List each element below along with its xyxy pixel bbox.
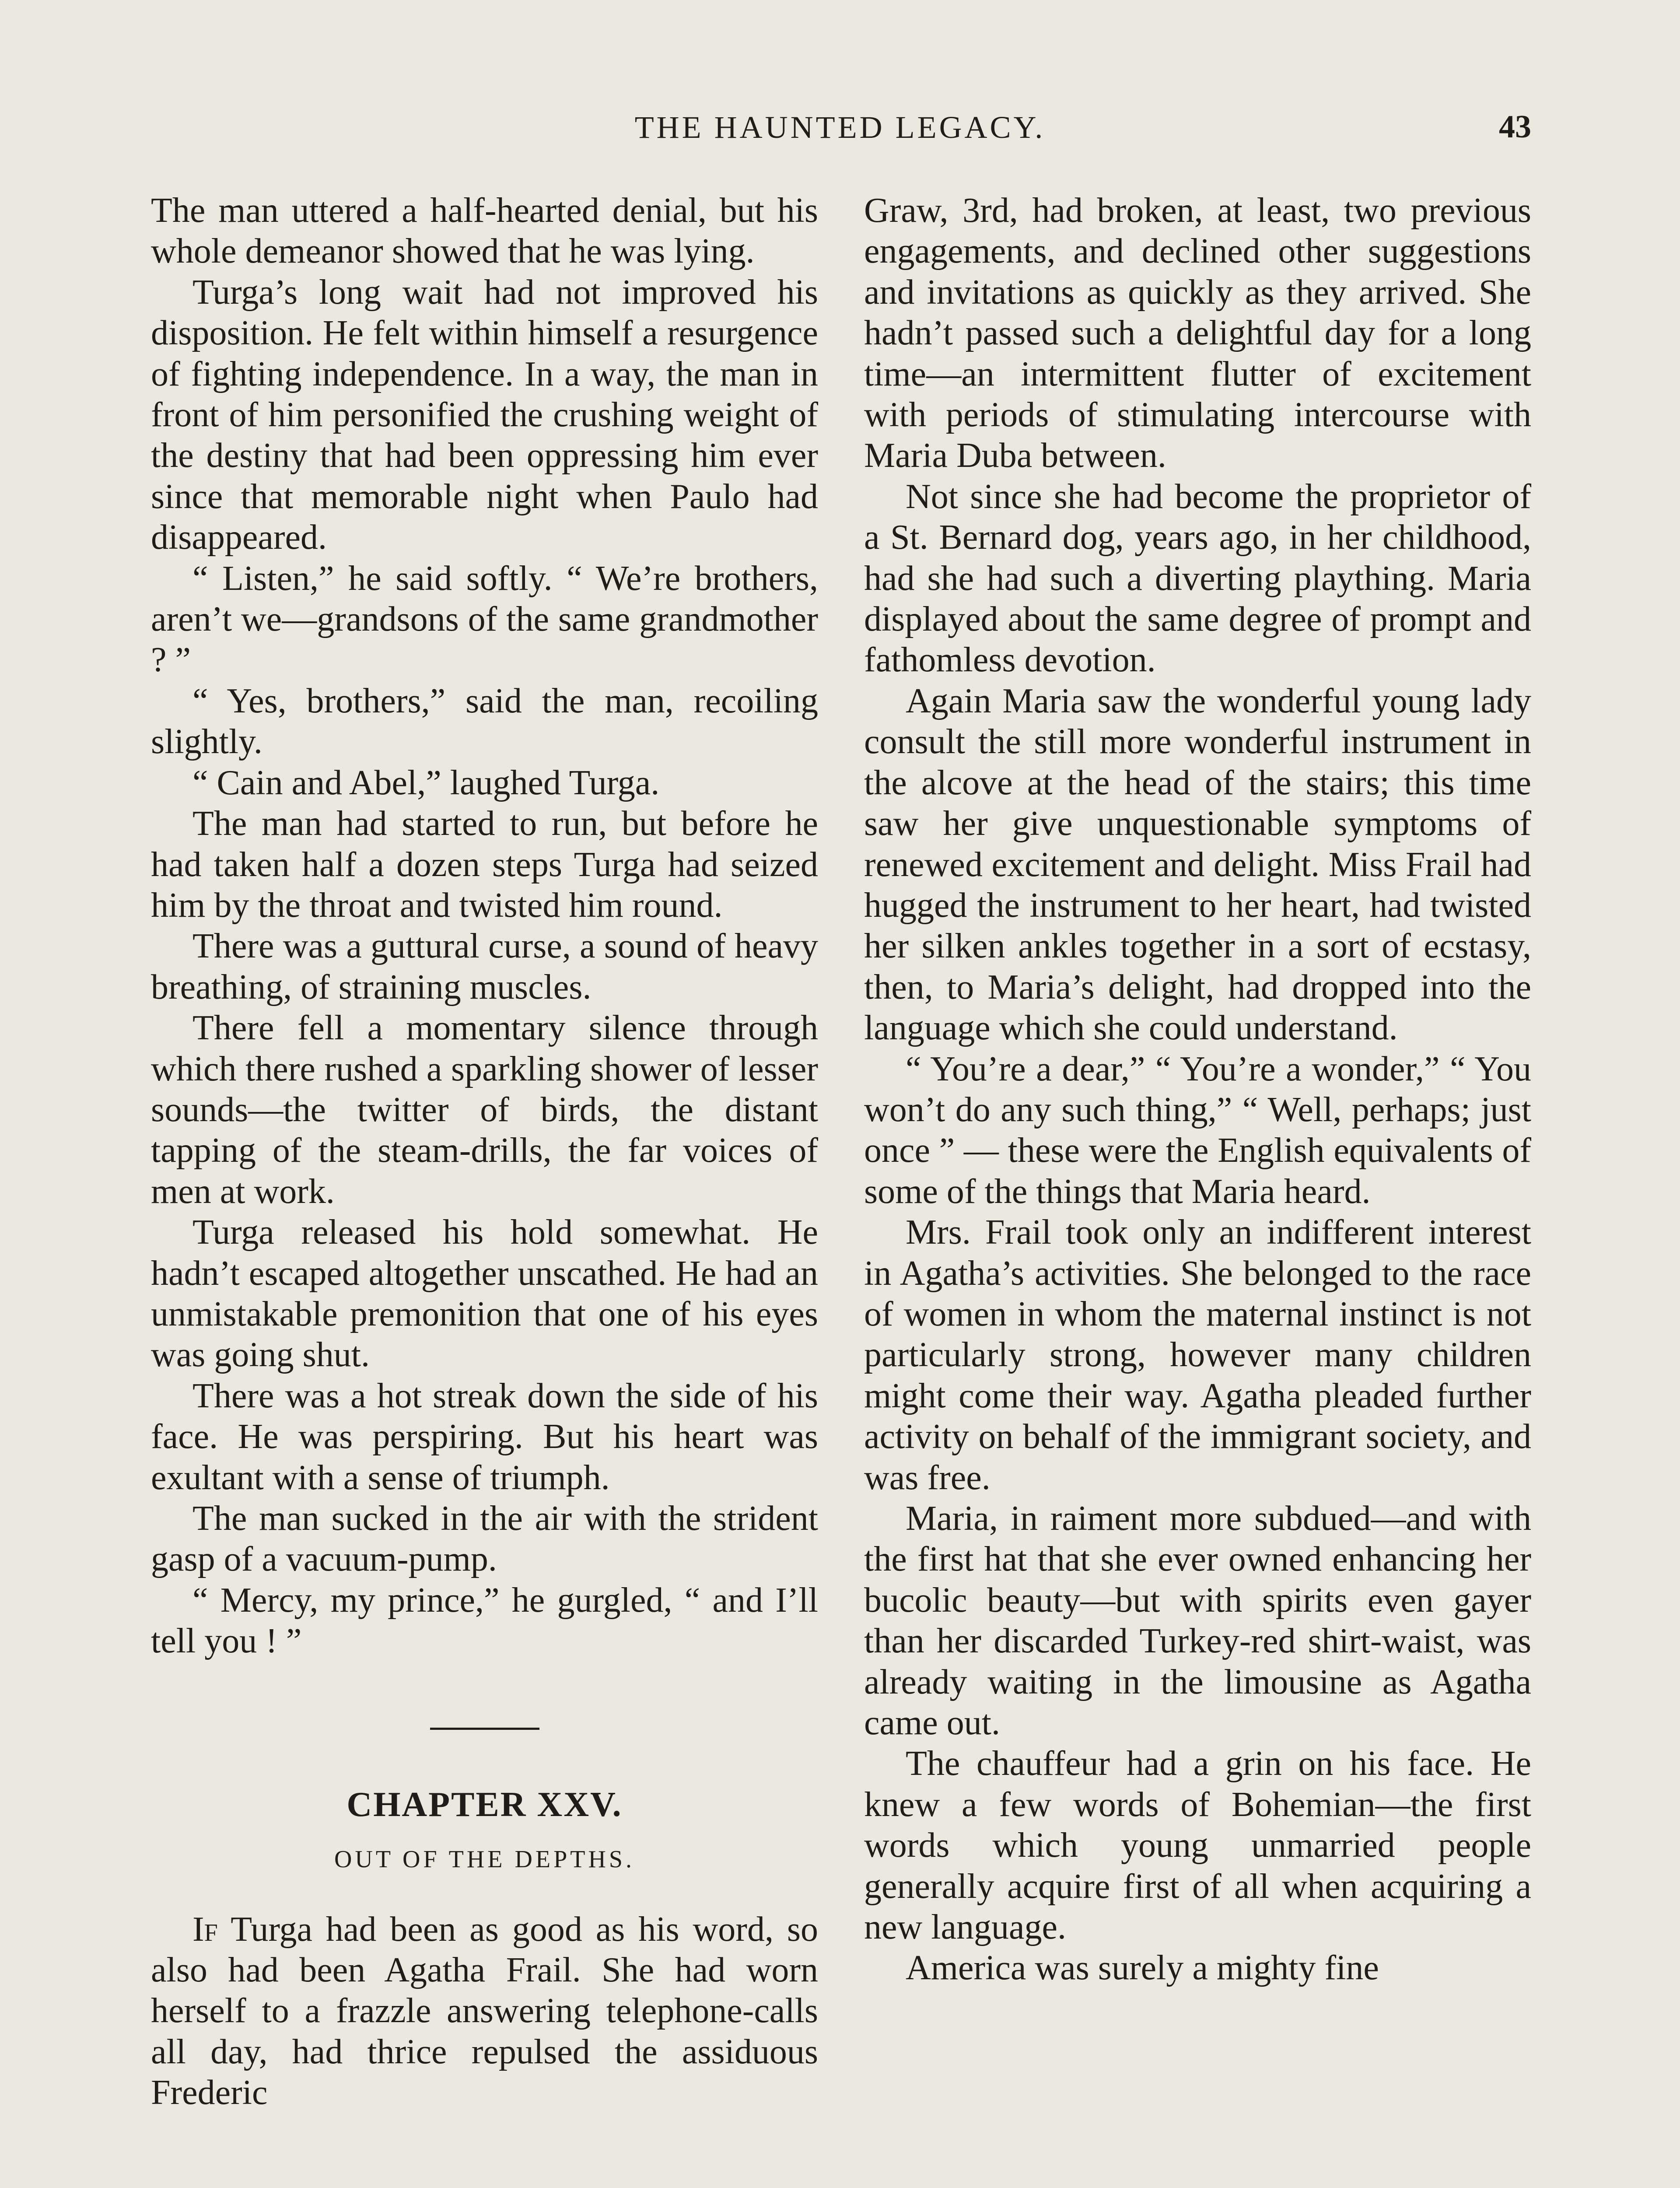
- running-head: [149, 105, 1531, 153]
- chapter-subtitle: OUT OF THE DEPTHS.: [334, 1845, 635, 1873]
- paragraph: The chauffeur had a grin on his face. He knew a few words of Bohemian—the first words which young unmarried people generally acquire first of all when acquiring a new language.: [864, 1744, 1531, 1947]
- chapter-first-text: Turga had been as good as his word, so also had been Agatha Frail. She had worn herself to a frazzle answering telephone-calls all day, had thrice repulsed the assiduous Frederic: [151, 1910, 818, 2112]
- paragraph: Graw, 3rd, had broken, at least, two previous engagements, and declined other suggestions and invitations as quickly as they arrived. She hadn’t passed such a delightful day for a long time—an intermittent flutter of excitement with periods of stimulating intercourse with Maria Duba between.: [864, 191, 1531, 475]
- paragraph: The man uttered a half-hearted denial, but his whole demeanor showed that he was lying.: [151, 191, 818, 271]
- paragraph: “ Mercy, my prince,” he gurgled, “ and I’ll tell you ! ”: [151, 1581, 818, 1661]
- paragraph: There was a guttural curse, a sound of heavy breathing, of straining muscles.: [151, 927, 818, 1006]
- paragraph: Turga’s long wait had not improved his disposition. He felt within himself a resurgence of fighting independence. In a way, the man in front of him personified the crushing weight of the destiny that had been oppressing him ever since that memorable night when Paulo had disappeared.: [151, 273, 818, 557]
- chapter-title: CHAPTER XXV.: [346, 1785, 623, 1824]
- running-title: THE HAUNTED LEGACY.: [634, 110, 1046, 145]
- right-column: [864, 190, 1531, 1989]
- paragraph: “ You’re a dear,” “ You’re a wonder,” “ You won’t do any such thing,” “ Well, perhaps; just once ” — these were the English equivalents of some of the things that Maria heard.: [864, 1049, 1531, 1211]
- left-column: [151, 190, 818, 2114]
- paragraph: America was surely a mighty fine: [906, 1949, 1379, 1988]
- paragraph: There was a hot streak down the side of his face. He was perspiring. But his heart was exultant with a sense of triumph.: [151, 1376, 818, 1497]
- paragraph: The man sucked in the air with the strident gasp of a vacuum-pump.: [151, 1499, 818, 1579]
- paragraph: “ Cain and Abel,” laughed Turga.: [192, 763, 660, 802]
- paragraph: The man had started to run, but before he had taken half a dozen steps Turga had seized him by the throat and twisted him round.: [151, 804, 818, 925]
- chapter-opening-paragraph: [151, 1909, 818, 2114]
- page-number: 43: [1499, 109, 1531, 145]
- section-divider: [430, 1728, 539, 1730]
- paragraph: Turga released his hold somewhat. He hadn’t escaped altogether unscathed. He had an unmistakable premonition that one of his eyes was going shut.: [151, 1213, 818, 1375]
- paragraph: Again Maria saw the wonderful young lady consult the still more wonderful instrument in the alcove at the head of the stairs; this time saw her give unquestionable symptoms of renewed excitement and delight. Miss Frail had hugged the instrument to her heart, had twisted her silken ankles together in a sort of ecstasy, then, to Maria’s delight, had dropped into the language which she could understand.: [864, 681, 1531, 1048]
- paragraph: Mrs. Frail took only an indifferent interest in Agatha’s activities. She belonged to the race of women in whom the maternal instinct is not particularly strong, however many children might come their way. Agatha pleaded further activity on behalf of the immigrant society, and was free.: [864, 1213, 1531, 1497]
- paragraph: There fell a momentary silence through which there rushed a sparkling shower of lesser sounds—the twitter of birds, the distant tapping of the steam-drills, the far voices of men at work.: [151, 1009, 818, 1211]
- paragraph: “ Yes, brothers,” said the man, recoiling slightly.: [151, 681, 818, 761]
- paragraph: Maria, in raiment more subdued—and with the first hat that she ever owned enhancing her bucolic beauty—but with spirits even gayer than her discarded Turkey-red shirt-waist, was already waiting in the limousine as Agatha came out.: [864, 1499, 1531, 1743]
- paragraph: “ Listen,” he said softly. “ We’re brothers, aren’t we—grandsons of the same grandmother ? ”: [151, 559, 818, 680]
- paragraph: Not since she had become the proprietor of a St. Bernard dog, years ago, in her childhood, had she had such a diverting plaything. Maria displayed about the same degree of prompt and fathomless devotion.: [864, 477, 1531, 680]
- chapter-first-word: If: [192, 1910, 218, 1949]
